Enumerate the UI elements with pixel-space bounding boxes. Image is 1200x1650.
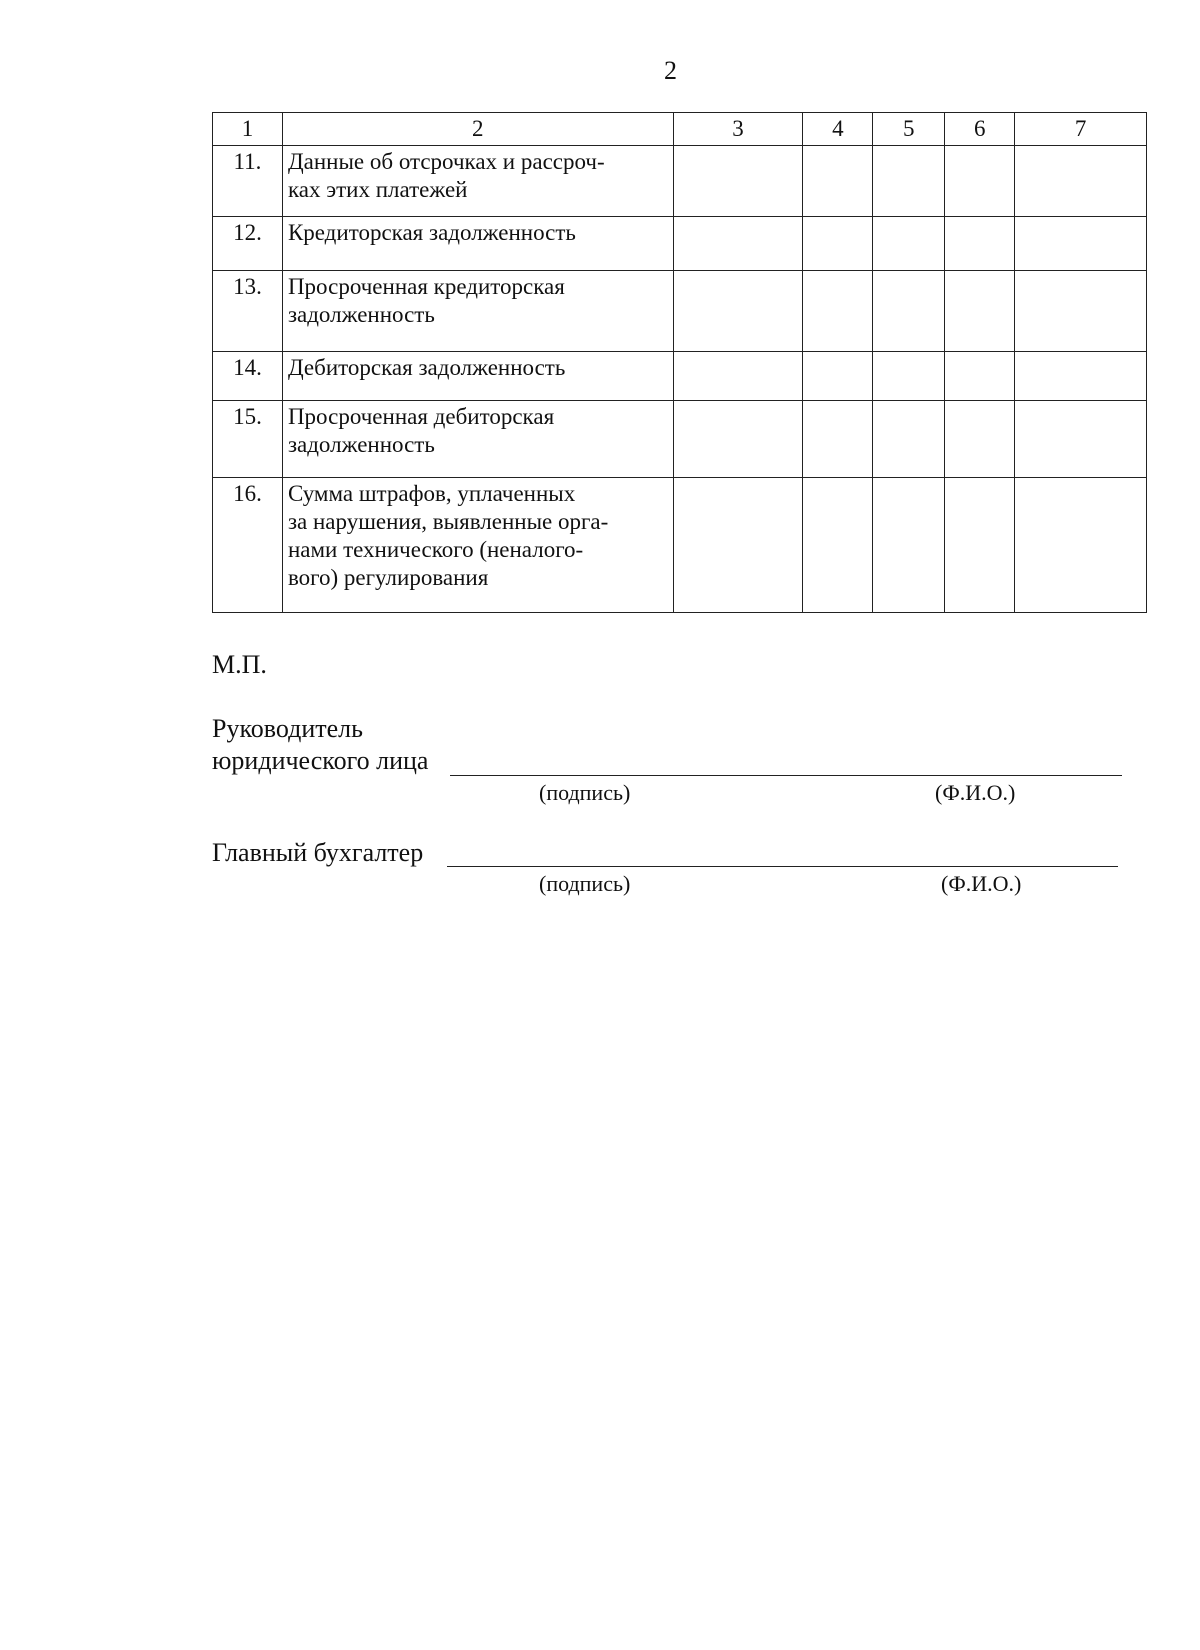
column-header: 5 [873, 113, 945, 146]
empty-cell [1015, 352, 1147, 401]
empty-cell [1015, 271, 1147, 352]
accountant-signature-line[interactable] [447, 866, 1118, 867]
empty-cell [803, 478, 873, 613]
column-header: 6 [945, 113, 1015, 146]
row-number: 14. [213, 352, 283, 401]
empty-cell [673, 217, 803, 271]
row-name-line: Просроченная дебиторская [287, 404, 555, 429]
empty-cell [945, 271, 1015, 352]
empty-cell [673, 401, 803, 478]
report-table [212, 112, 1147, 613]
row-number: 16. [213, 478, 283, 613]
row-number: 11. [213, 146, 283, 217]
table-header-row [213, 113, 1147, 146]
table-row [213, 271, 1147, 352]
row-name [282, 217, 673, 271]
empty-cell [1015, 401, 1147, 478]
row-name [282, 146, 673, 217]
table-row [213, 401, 1147, 478]
accountant-label: Главный бухгалтер [212, 838, 424, 867]
empty-cell [803, 217, 873, 271]
row-name [282, 271, 673, 352]
head-signature-line[interactable] [450, 775, 1122, 776]
head-label-line2: юридического лица [212, 746, 429, 775]
row-name-line: за нарушения, выявленные орга- [287, 509, 609, 534]
row-name-line: нами технического (неналого- [287, 537, 584, 562]
row-name-line: ках этих платежей [287, 177, 468, 202]
empty-cell [673, 146, 803, 217]
head-name-caption: (Ф.И.О.) [935, 780, 1016, 805]
row-name-line: задолженность [287, 432, 435, 457]
empty-cell [1015, 146, 1147, 217]
empty-cell [873, 271, 945, 352]
page-number: 2 [664, 56, 677, 85]
row-name-line: Кредиторская задолженность [287, 220, 576, 245]
column-header: 1 [213, 113, 283, 146]
empty-cell [945, 146, 1015, 217]
row-name-line: Сумма штрафов, уплаченных [287, 481, 576, 506]
column-header: 3 [673, 113, 803, 146]
row-name [282, 401, 673, 478]
empty-cell [873, 352, 945, 401]
empty-cell [673, 352, 803, 401]
accountant-signature-caption: (подпись) [539, 871, 631, 896]
table-row [213, 146, 1147, 217]
empty-cell [945, 352, 1015, 401]
row-name [282, 478, 673, 613]
empty-cell [803, 352, 873, 401]
empty-cell [873, 401, 945, 478]
empty-cell [945, 478, 1015, 613]
empty-cell [873, 217, 945, 271]
column-header: 2 [282, 113, 673, 146]
column-header: 4 [803, 113, 873, 146]
empty-cell [873, 146, 945, 217]
accountant-name-caption: (Ф.И.О.) [941, 871, 1022, 896]
table-row [213, 478, 1147, 613]
row-number: 12. [213, 217, 283, 271]
empty-cell [945, 401, 1015, 478]
row-name-line: задолженность [287, 302, 435, 327]
table-row [213, 352, 1147, 401]
empty-cell [673, 478, 803, 613]
row-name-line: вого) регулирования [287, 565, 489, 590]
head-label-line1: Руководитель [212, 714, 363, 743]
empty-cell [873, 478, 945, 613]
empty-cell [673, 271, 803, 352]
row-name [282, 352, 673, 401]
head-signature-caption: (подпись) [539, 780, 631, 805]
empty-cell [803, 271, 873, 352]
row-name-line: Данные об отсрочках и рассроч- [287, 149, 605, 174]
row-name-line: Просроченная кредиторская [287, 274, 565, 299]
row-name-line: Дебиторская задолженность [287, 355, 566, 380]
empty-cell [1015, 217, 1147, 271]
empty-cell [945, 217, 1015, 271]
empty-cell [1015, 478, 1147, 613]
stamp-place-label: М.П. [212, 650, 267, 679]
table-row [213, 217, 1147, 271]
empty-cell [803, 146, 873, 217]
column-header: 7 [1015, 113, 1147, 146]
row-number: 15. [213, 401, 283, 478]
row-number: 13. [213, 271, 283, 352]
empty-cell [803, 401, 873, 478]
